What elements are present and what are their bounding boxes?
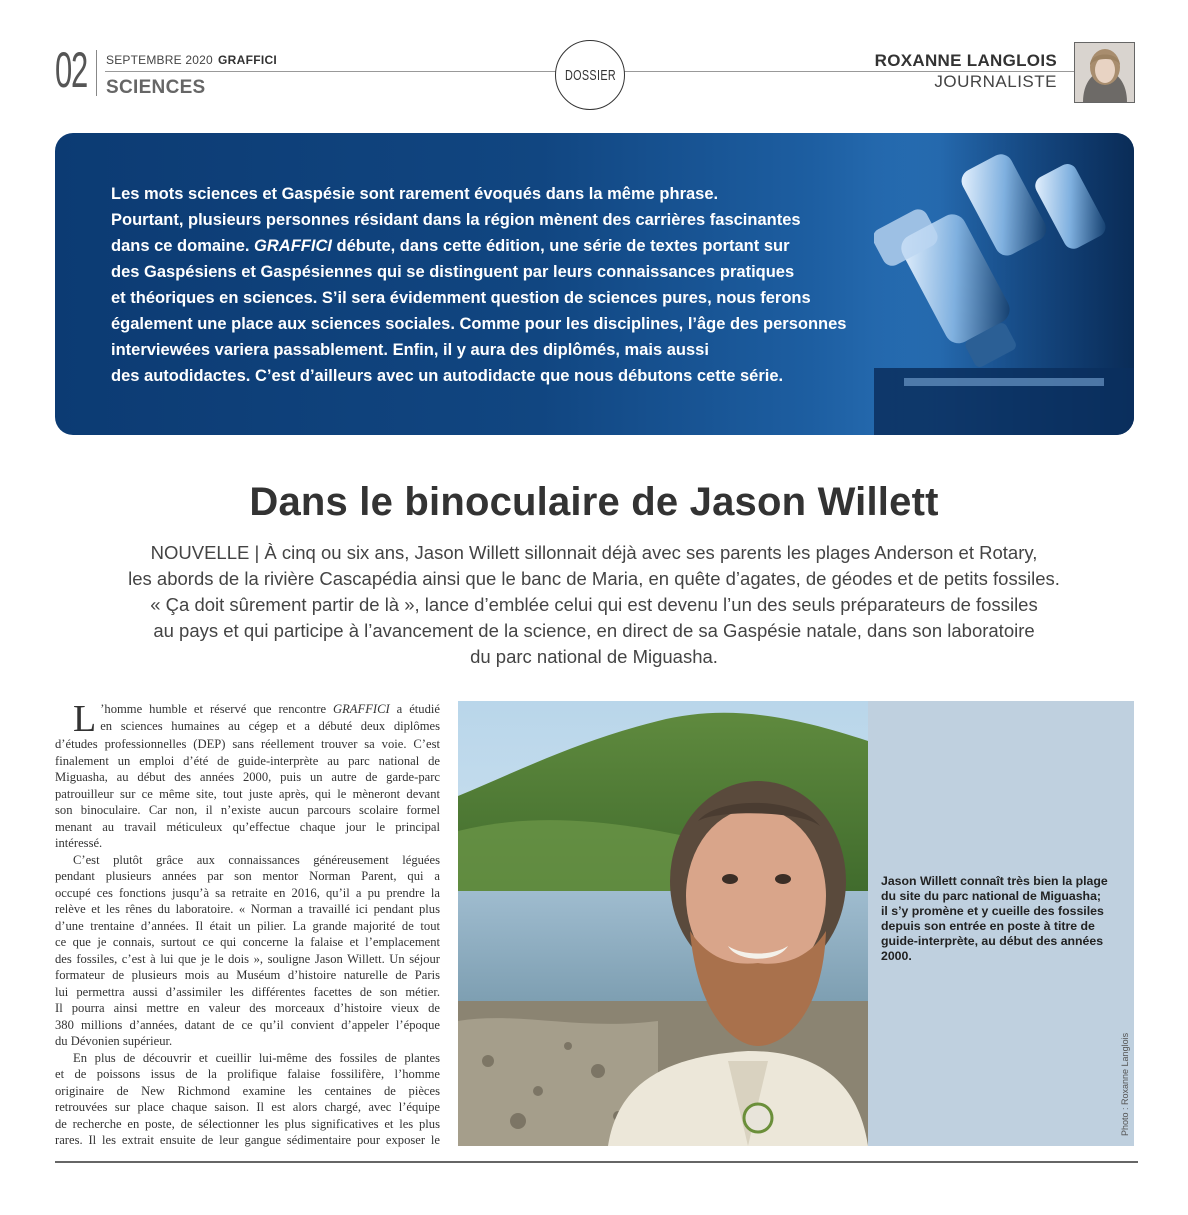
body-line: rares. Il les extrait ensuite de leur gangue sédimentaire pour exposer le xyxy=(55,1133,440,1147)
photo-credit: Photo : Roxanne Langlois xyxy=(1120,1032,1130,1136)
body-line: son binoculaire. Car non, il n’existe aucun parcours scolaire formel xyxy=(55,803,440,817)
body-line: d’une trentaine d’années. Il était un pilier. La grande majorité de tout xyxy=(55,918,440,933)
graffici-italic: GRAFFICI xyxy=(254,237,332,255)
article-title: Dans le binoculaire de Jason Willett xyxy=(249,480,939,524)
body-line: relève et les rênes du laboratoire. « Norman a travaillé ici pendant plus xyxy=(55,902,440,916)
lede-line: les abords de la rivière Cascapédia ainsi que le banc de Maria, en quête d’agates, de géodes et de petits fossiles. xyxy=(128,568,1060,589)
dossier-badge xyxy=(555,40,625,110)
body-line: lui permettra aussi d’assimiler les différentes facettes de son métier. xyxy=(55,984,440,999)
body-line: du Dévonien supérieur. xyxy=(55,1034,173,1048)
lede-line: « Ça doit sûrement partir de là », lance d’emblée celui qui est devenu l’un des seuls préparateurs de fossiles xyxy=(150,594,1038,615)
body-line: En plus de découvrir et cueillir lui-même des fossiles de plantes xyxy=(73,1050,440,1065)
body-line: intéressé. xyxy=(55,836,103,850)
body-line: formateur de plusieurs mois au Muséum d’histoire naturelle de Paris xyxy=(55,968,440,982)
body-line: en sciences humaines au cégep et a débuté deux diplômes xyxy=(100,718,440,733)
intro-line: des autodidactes. C’est d’ailleurs avec un autodidacte que nous débutons cette série. xyxy=(111,367,784,385)
intro-line-suffix: débute, dans cette édition, une série de textes portant sur xyxy=(331,237,790,255)
body-line: ce que je connais, surtout ce qui concerne la falaise et l’emplacement xyxy=(55,935,440,949)
body-line: retrouvées sur place chaque saison. Il est alors chargé, avec l’équipe xyxy=(55,1100,440,1114)
bottom-rule xyxy=(55,1161,1138,1163)
body-text: ’homme humble et réservé que rencontre xyxy=(100,702,334,716)
page-number: 02 xyxy=(55,42,88,98)
caption-line: 2000. xyxy=(881,949,912,963)
article-photo xyxy=(458,701,868,1146)
intro-line: interviewées variera passablement. Enfin, il y aura des diplômés, mais aussi xyxy=(111,341,709,359)
body-line: et de poissons issus de la prolifique falaise fossilifère, l’homme xyxy=(55,1067,440,1081)
issue-date: SEPTEMBRE 2020 xyxy=(106,53,213,67)
body-line: finalement un emploi d’été de guide-interprète au parc national de xyxy=(55,753,440,768)
intro-line: des Gaspésiens et Gaspésiennes qui se distinguent par leurs connaissances pratiques xyxy=(111,263,795,281)
author-role: JOURNALISTE xyxy=(934,72,1057,91)
intro-line: Les mots sciences et Gaspésie sont rarement évoqués dans la même phrase. xyxy=(111,185,719,203)
author-portrait xyxy=(1074,42,1135,103)
intro-line: et théoriques en sciences. S’il sera évidemment question de sciences pures, nous ferons xyxy=(111,289,811,307)
body-line: d’études professionnelles (DEP) sans réellement trouver sa voie. C’est xyxy=(55,737,440,751)
photo-caption xyxy=(881,874,1126,964)
body-line: Il pourra ainsi mettre en valeur des morceaux d’histoire vieux de xyxy=(55,1001,440,1015)
article-body xyxy=(55,698,440,1149)
intro-line: également une place aux sciences sociales. Comme pour les disciplines, l’âge des personnes xyxy=(111,315,847,333)
caption-line: il s’y promène et y cueille des fossiles xyxy=(881,904,1104,918)
photo-jason-willett xyxy=(458,701,868,1146)
section-label: SCIENCES xyxy=(106,77,206,98)
dropcap: L xyxy=(73,698,97,740)
intro-banner xyxy=(55,133,1134,435)
caption-line: Jason Willett connaît très bien la plage xyxy=(881,874,1108,888)
lede-line: du parc national de Miguasha. xyxy=(470,646,718,667)
body-line: patrouilleur sur ce même site, tout juste après, qui le mèneront devant xyxy=(55,786,440,801)
caption-line: depuis son entrée en poste à titre de xyxy=(881,919,1095,933)
intro-text xyxy=(111,181,961,389)
author-name: ROXANNE LANGLOIS xyxy=(874,51,1057,70)
caption-line: guide-interprète, au début des années xyxy=(881,934,1104,948)
intro-line: Pourtant, plusieurs personnes résidant dans la région mènent des carrières fascinantes xyxy=(111,211,801,229)
body-line: 380 millions d’années, datant de ce qu’il convient d’appeler l’époque xyxy=(55,1017,440,1032)
author-portrait-image xyxy=(1075,43,1134,102)
body-line: menant au travail méticuleux qu’effectue chaque jour le principal xyxy=(55,819,440,834)
body-text: a étudié xyxy=(389,702,440,716)
caption-line: du site du parc national de Miguasha; xyxy=(881,889,1102,903)
article-lede xyxy=(60,540,1128,670)
body-line: Miguasha, au début des années 2000, puis un autre de garde-parc xyxy=(55,770,440,784)
graffici-italic: GRAFFICI xyxy=(333,702,390,716)
header-divider xyxy=(96,50,97,96)
intro-line-prefix: dans ce domaine. xyxy=(111,237,255,255)
body-line: C’est plutôt grâce aux connaissances généreusement léguées xyxy=(73,852,440,867)
body-line: occupé ces fonctions jusqu’à sa retraite en 2016, qu’il a pu prendre la xyxy=(55,885,440,900)
body-line: des fossiles, c’est à lui que je le dois », souligne Jason Willett. Un séjour xyxy=(55,951,440,966)
dossier-label: DOSSIER xyxy=(564,66,616,84)
lede-line: NOUVELLE | À cinq ou six ans, Jason Willett sillonnait déjà avec ses parents les plages Anderson et Rotary, xyxy=(150,542,1038,563)
body-line: pendant plusieurs années par son mentor Norman Parent, qui a xyxy=(55,869,440,883)
body-line: de recherche en poste, de sélectionner les plus significatives et les plus xyxy=(55,1116,440,1131)
lede-line: au pays et qui participe à l’avancement de la science, en direct de sa Gaspésie natale, dans son laboratoire xyxy=(153,620,1035,641)
body-line: originaire de New Richmond examine les centaines de pièces xyxy=(55,1083,440,1098)
publication-name: GRAFFICI xyxy=(218,53,278,67)
body-line xyxy=(55,701,440,718)
intro-line xyxy=(111,233,961,259)
